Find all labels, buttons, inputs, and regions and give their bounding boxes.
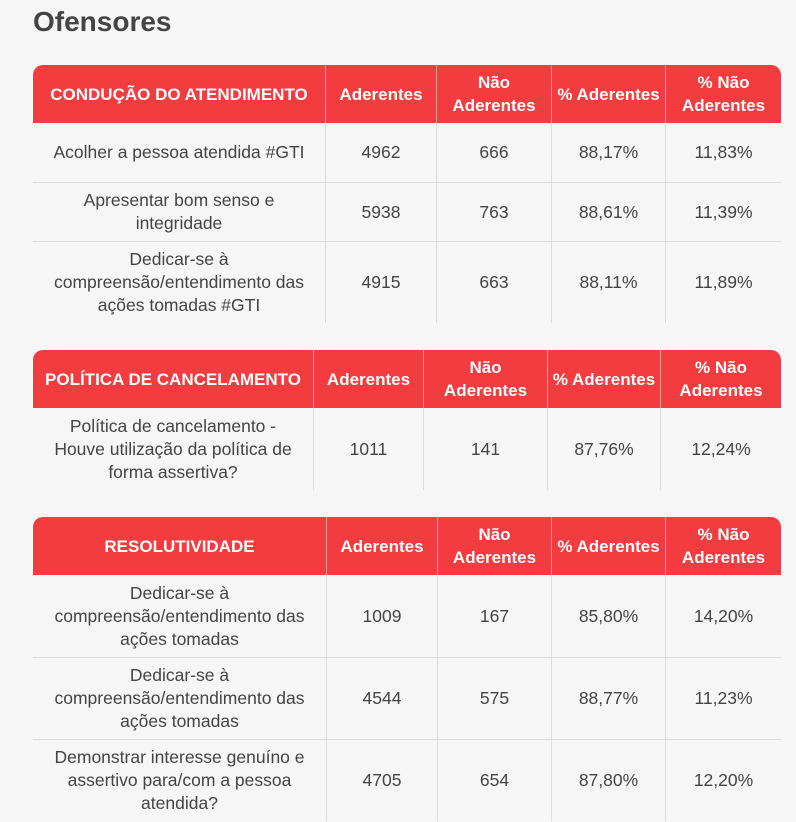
table-row xyxy=(33,182,781,241)
column-header-aderentes: Aderentes xyxy=(313,350,423,408)
cell-nao-aderentes: 666 xyxy=(436,123,551,182)
row-label: Política de cancelamento - Houve utilização da política de forma assertiva? xyxy=(54,415,292,482)
cell-aderentes: 4962 xyxy=(325,123,436,182)
column-header-pct-nao-aderentes: % Não Aderentes xyxy=(660,350,781,408)
row-label: Dedicar-se à compreensão/entendimento das ações tomadas #GTI xyxy=(33,241,325,323)
cell-nao-aderentes: 654 xyxy=(437,739,551,821)
cell-aderentes: 4544 xyxy=(326,657,437,739)
column-header-pct-aderentes: % Aderentes xyxy=(551,517,665,575)
section-title: RESOLUTIVIDADE xyxy=(33,517,326,575)
table-row xyxy=(33,575,781,657)
cell-pct-nao-aderentes: 11,89% xyxy=(665,241,781,323)
table-row xyxy=(33,657,781,739)
column-header-aderentes: Aderentes xyxy=(325,65,436,123)
row-label: Demonstrar interesse genuíno e assertivo para/com a pessoa atendida? xyxy=(33,739,326,821)
column-header-pct-aderentes: % Aderentes xyxy=(551,65,665,123)
cell-nao-aderentes: 575 xyxy=(437,657,551,739)
column-header-aderentes: Aderentes xyxy=(326,517,437,575)
column-header-nao-aderentes: Não Aderentes xyxy=(436,65,551,123)
row-label: Dedicar-se à compreensão/entendimento das ações tomadas xyxy=(33,657,326,739)
section-title: POLÍTICA DE CANCELAMENTO xyxy=(33,350,313,408)
cell-pct-aderentes: 87,76% xyxy=(547,408,660,490)
column-header-pct-aderentes: % Aderentes xyxy=(547,350,660,408)
cell-pct-aderentes: 85,80% xyxy=(551,575,665,657)
cell-nao-aderentes: 763 xyxy=(436,182,551,241)
table-row xyxy=(33,739,781,821)
cell-pct-nao-aderentes: 11,83% xyxy=(665,123,781,182)
cell-aderentes: 1009 xyxy=(326,575,437,657)
column-header-nao-aderentes: Não Aderentes xyxy=(423,350,547,408)
cell-pct-aderentes: 88,61% xyxy=(551,182,665,241)
cell-pct-aderentes: 88,11% xyxy=(551,241,665,323)
table-conducao-do-atendimento xyxy=(33,65,781,323)
section-title: CONDUÇÃO DO ATENDIMENTO xyxy=(33,65,325,123)
table-row xyxy=(33,408,781,490)
row-label: Apresentar bom senso e integridade xyxy=(33,182,325,241)
cell-pct-aderentes: 88,17% xyxy=(551,123,665,182)
cell-nao-aderentes: 167 xyxy=(437,575,551,657)
cell-pct-aderentes: 87,80% xyxy=(551,739,665,821)
column-header-nao-aderentes: Não Aderentes xyxy=(437,517,551,575)
row-label: Acolher a pessoa atendida #GTI xyxy=(53,142,305,162)
row-label: Dedicar-se à compreensão/entendimento das ações tomadas xyxy=(54,582,305,649)
page-title: Ofensores xyxy=(33,6,172,37)
table-resolutividade xyxy=(33,517,781,821)
cell-pct-nao-aderentes: 11,39% xyxy=(665,182,781,241)
table-header-row xyxy=(33,65,781,123)
table-header-row xyxy=(33,517,781,575)
table-politica-de-cancelamento xyxy=(33,350,781,490)
cell-pct-nao-aderentes: 12,20% xyxy=(665,739,781,821)
cell-aderentes: 4915 xyxy=(325,241,436,323)
cell-aderentes: 1011 xyxy=(313,408,423,490)
table-header-row xyxy=(33,350,781,408)
cell-pct-nao-aderentes: 12,24% xyxy=(660,408,781,490)
cell-pct-aderentes: 88,77% xyxy=(551,657,665,739)
table-row xyxy=(33,241,781,323)
column-header-pct-nao-aderentes: % Não Aderentes xyxy=(665,65,781,123)
column-header-pct-nao-aderentes: % Não Aderentes xyxy=(665,517,781,575)
table-row xyxy=(33,123,781,182)
cell-aderentes: 4705 xyxy=(326,739,437,821)
cell-pct-nao-aderentes: 11,23% xyxy=(665,657,781,739)
cell-nao-aderentes: 141 xyxy=(423,408,547,490)
cell-pct-nao-aderentes: 14,20% xyxy=(665,575,781,657)
cell-nao-aderentes: 663 xyxy=(436,241,551,323)
cell-aderentes: 5938 xyxy=(325,182,436,241)
